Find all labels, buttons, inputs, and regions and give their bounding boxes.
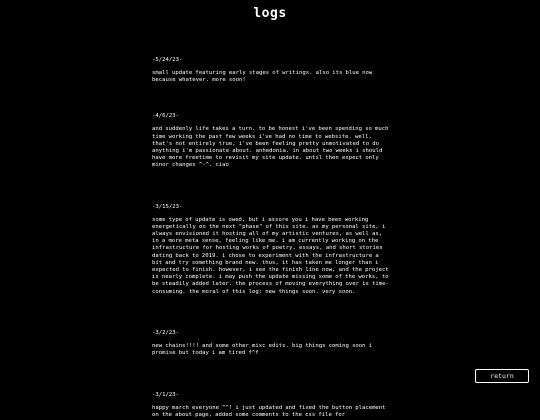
log-entry-date: -5/24/23-: [152, 57, 183, 63]
log-spacer: [152, 170, 392, 203]
log-entry-date: -3/15/23-: [152, 203, 183, 210]
log-list: [152, 56, 392, 420]
log-spacer: [152, 357, 392, 391]
log-entry-date: -3/1/23-: [152, 392, 179, 399]
log-entry-text: new chains!!!! and some other misc edits. big things coming soon i promise but today i am tired f^f: [152, 342, 373, 357]
log-entry: [152, 329, 392, 357]
log-entry-text: happy march everyone ^^! i just updated and fixed the button placement on the about page, added some comments to the css file for: [152, 405, 386, 419]
page-title: logs: [253, 6, 287, 21]
log-spacer: [152, 296, 392, 329]
log-entry: [152, 391, 392, 419]
log-entry: [152, 112, 392, 169]
log-entry: [152, 203, 392, 296]
log-entry-date: -3/2/23-: [152, 329, 179, 336]
log-entry-date: -4/6/23-: [152, 113, 179, 120]
return-button[interactable]: return: [475, 369, 529, 383]
log-entry-text: small update featuring early stages of writings. also its blue now because whatever. more soon!: [152, 70, 373, 84]
log-entry: [152, 56, 392, 84]
log-spacer: [152, 84, 392, 112]
log-entry-text: and suddenly life takes a turn. to be honest i've been spending so much time working the past few weeks i've had no time to website. well, that's not entirely true, i've been feeling pretty unmotivated to do anything i'm passionate about. anhedonia. in about two weeks i should have more freetime to revisit my site update. until then expect only minor changes ^-^. ciao: [152, 126, 389, 169]
log-entry-text: some type of update is owed, but i assure you i have been working energetically on the next "phase" of this site. as my personal site, i always envisioned it hosting all of my artistic ventures, as well as, in a more meta sense, feeling like me. i am currently working on the infrastructure for hosting works of poetry, essays, and short stories dating back to 2019. i chose to experiment with the infrastructure a bit and try something brand new. thus, it has taken me longer than i expected to finish. however, i see the finish line now, and the project is nearly complete. i may push the update missing some of the works, to be steadily added later. the process of moving everything over is time-consuming. the moral of this log: new things soon. very soon.: [152, 216, 389, 295]
